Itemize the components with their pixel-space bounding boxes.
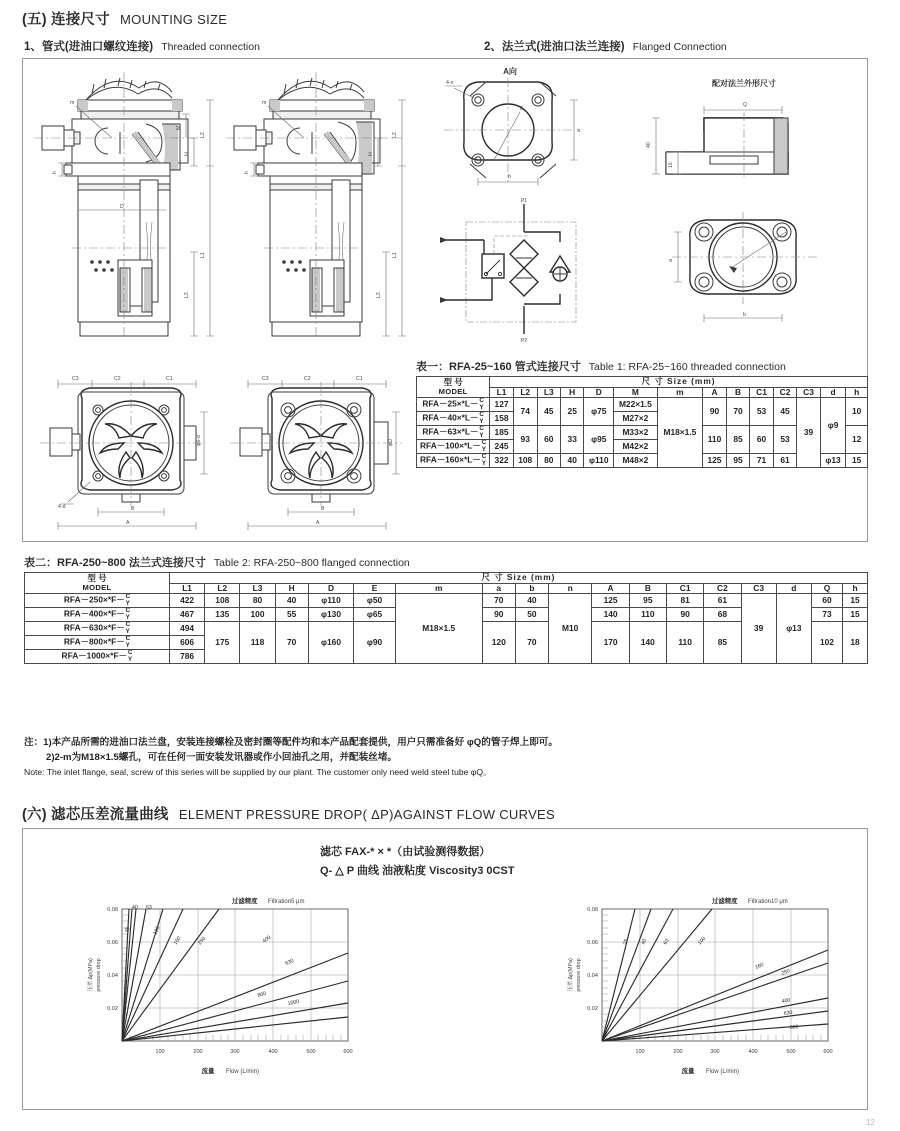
table2-caption-cn: RFA-250~800 法兰式连接尺寸 bbox=[57, 557, 206, 569]
table1-col-L1: L1 bbox=[490, 387, 514, 398]
svg-text:h: h bbox=[244, 171, 250, 174]
chart1-title-cn: 过滤精度 bbox=[232, 898, 258, 905]
table1-col-C3: C3 bbox=[797, 387, 821, 398]
chart1-label-630: 630 bbox=[284, 957, 295, 967]
top-hole-note: 4-d bbox=[58, 504, 66, 510]
section-six-number: (六) bbox=[22, 807, 47, 823]
svg-text:b: b bbox=[508, 174, 511, 180]
table1-r4-C2: 61 bbox=[773, 454, 797, 468]
chart1-label-100: 100 bbox=[152, 925, 162, 936]
table2-r0-a: 70 bbox=[482, 594, 515, 608]
chart2-label-800: 800 bbox=[789, 1024, 799, 1031]
table2-r1-C2: 68 bbox=[704, 608, 741, 622]
table2-model-header-cn: 型 号 bbox=[87, 572, 107, 583]
table1-r0-L3: 45 bbox=[537, 398, 560, 426]
mating-flange-profile bbox=[636, 74, 864, 192]
note-line-3: Note: The inlet flange, seal, screw of this series will be supplied by our plant. The customer only need weld steel tube φQ。 bbox=[24, 766, 492, 777]
table2-r0-L2: 108 bbox=[205, 594, 240, 608]
table1-r0-H: 25 bbox=[560, 398, 583, 426]
table2-col-E: E bbox=[354, 583, 395, 594]
table1-model-25: RFA－25×*L－C Y bbox=[417, 398, 490, 412]
chart2-label-63: 63 bbox=[662, 937, 671, 947]
table2-r4-L1: 786 bbox=[169, 650, 204, 664]
note-line-1: 注：1)本产品所需的进油口法兰盘，安装连接螺栓及密封圈等配件均和本产品配套提供，用户只需准备好 φQ的管子焊上即可。 bbox=[24, 737, 558, 748]
table2-r3-L1: 606 bbox=[169, 636, 204, 650]
table1-col-m: m bbox=[657, 387, 703, 398]
table1-r2-D: φ95 bbox=[584, 426, 614, 454]
svg-text:A: A bbox=[316, 520, 320, 526]
table2-r0-A: 125 bbox=[592, 594, 629, 608]
chart1-label-160: 160 bbox=[172, 935, 183, 947]
table1-r4-B: 95 bbox=[726, 454, 749, 468]
table2-col-C1: C1 bbox=[666, 583, 703, 594]
table2-col-m: m bbox=[395, 583, 482, 594]
table2-r1-b: 50 bbox=[515, 608, 548, 622]
table1-r0-L2: 74 bbox=[513, 398, 537, 426]
svg-text:m: m bbox=[70, 100, 75, 106]
table1-r0-m: M18×1.5 bbox=[657, 398, 703, 468]
subsection-threaded-en: Threaded connection bbox=[161, 41, 260, 53]
svg-text:a: a bbox=[576, 129, 582, 132]
svg-text:a: a bbox=[668, 259, 674, 262]
table2-col-n: n bbox=[548, 583, 591, 594]
table2-r0-D: φ110 bbox=[308, 594, 354, 608]
chart1-label-40: 40 bbox=[132, 905, 138, 911]
table-flanged-dimensions bbox=[24, 572, 868, 664]
chart1-xlabel-cn: 流量 bbox=[201, 1068, 215, 1075]
svg-text:B: B bbox=[131, 506, 135, 512]
curve-header-line2: Q- △ P 曲线 油液粘度 Viscosity3 0CST bbox=[320, 864, 515, 877]
table1-r4-L3: 80 bbox=[537, 454, 560, 468]
table1-model-100: RFA－100×*L－C Y bbox=[417, 440, 490, 454]
flange-hole-note: 4-n bbox=[446, 80, 454, 86]
svg-text:h: h bbox=[52, 171, 58, 174]
svg-text:H: H bbox=[184, 152, 190, 156]
chart2-xlabel-en: Flow (L/min) bbox=[706, 1069, 740, 1075]
note-line-2: 2)2-m为M18×1.5螺孔，可在任何一面安装发讯器或作小回油孔之用，并配装丝堵。 bbox=[46, 751, 398, 763]
chart2-ytick-004: 0.04 bbox=[587, 973, 598, 979]
mating-q-label: Q bbox=[743, 102, 748, 108]
table2-r1-B: 110 bbox=[629, 608, 666, 622]
svg-text:φD: φD bbox=[388, 438, 394, 446]
table1-header-row-1 bbox=[417, 377, 868, 388]
table1-col-d: d bbox=[820, 387, 846, 398]
section-six-title-en: ELEMENT PRESSURE DROP( ΔP)AGAINST FLOW CURVES bbox=[178, 807, 555, 822]
table2-r0-C3: 39 bbox=[741, 594, 776, 664]
notes-block bbox=[24, 736, 880, 779]
table2-r3-Q: 102 bbox=[811, 622, 842, 664]
chart1-xtick-600: 600 bbox=[343, 1049, 353, 1055]
hydraulic-schematic bbox=[424, 196, 610, 342]
subsection-flanged-cn: 2、法兰式(进油口法兰连接) bbox=[484, 41, 625, 53]
table1-r3-M: M42×2 bbox=[614, 440, 658, 454]
chart2-label-630: 630 bbox=[783, 1009, 793, 1017]
table2-size-header: 尺 寸 Size (mm) bbox=[169, 573, 867, 584]
table2-r0-L1: 422 bbox=[169, 594, 204, 608]
table1-r0-D: φ75 bbox=[584, 398, 614, 426]
chart1-label-800: 800 bbox=[256, 990, 267, 999]
table2-col-Q: Q bbox=[811, 583, 842, 594]
table1-caption-cn: RFA-25~160 管式连接尺寸 bbox=[449, 361, 581, 373]
table1-model-63: RFA－63×*L－C Y bbox=[417, 426, 490, 440]
chart-filtration-10um bbox=[560, 893, 870, 1088]
table1-r4-h: 15 bbox=[846, 454, 868, 468]
table1-model-40: RFA－40×*L－C Y bbox=[417, 412, 490, 426]
svg-text:C2: C2 bbox=[304, 376, 311, 382]
table2-r3-L3: 118 bbox=[240, 622, 275, 664]
table2-r1-C1: 90 bbox=[666, 608, 703, 622]
table1-r2-C1: 60 bbox=[750, 426, 774, 454]
table1-r4-d: φ13 bbox=[820, 454, 846, 468]
chart2-xlabel-cn: 流量 bbox=[681, 1068, 695, 1075]
table1-col-M: M bbox=[614, 387, 658, 398]
table-threaded-dimensions bbox=[416, 376, 868, 468]
table1-col-L3: L3 bbox=[537, 387, 560, 398]
subsection-flanged bbox=[484, 38, 727, 54]
table2-r0-d: φ13 bbox=[776, 594, 811, 664]
table2-r0-C2: 61 bbox=[704, 594, 741, 608]
subsection-threaded-cn: 1、管式(进油口螺纹连接) bbox=[24, 41, 154, 53]
subsection-flanged-en: Flanged Connection bbox=[632, 41, 727, 53]
table1-caption-en: Table 1: RFA-25~160 threaded connection bbox=[588, 361, 786, 373]
table1-col-B: B bbox=[726, 387, 749, 398]
table2-model-400: RFA－400×*F－C Y bbox=[25, 608, 170, 622]
svg-text:b: b bbox=[743, 312, 746, 318]
svg-text:L1: L1 bbox=[392, 252, 398, 258]
chart-filtration-5um bbox=[80, 893, 390, 1088]
table2-r1-L3: 100 bbox=[240, 608, 275, 622]
section-five-title-cn: 连接尺寸 bbox=[51, 12, 110, 28]
chart1-ylabel-cn: 压差 Δp(MPa) bbox=[88, 958, 94, 992]
table2-r0-B: 95 bbox=[629, 594, 666, 608]
table2-r1-L2: 135 bbox=[205, 608, 240, 622]
table2-r1-H: 55 bbox=[275, 608, 308, 622]
chart1-label-1000: 1000 bbox=[287, 998, 300, 1007]
table1-caption-prefix: 表一： bbox=[416, 361, 449, 373]
svg-text:C2: C2 bbox=[114, 376, 121, 382]
port-p1-label: P1 bbox=[520, 198, 528, 204]
table2-model-630: RFA－630×*F－C Y bbox=[25, 622, 170, 636]
chart1-title-en: Filtration5 μm bbox=[268, 899, 305, 905]
chart1-xtick-500: 500 bbox=[306, 1049, 316, 1055]
table1-caption bbox=[416, 358, 786, 374]
svg-text:C1: C1 bbox=[356, 376, 363, 382]
split-flange-view bbox=[636, 194, 864, 340]
table1-col-L2: L2 bbox=[513, 387, 537, 398]
page-number: 12 bbox=[866, 1118, 875, 1127]
table2-col-A: A bbox=[592, 583, 629, 594]
chart1-label-250: 250 bbox=[196, 935, 208, 947]
flange-top-view bbox=[424, 64, 610, 192]
table2-r2-L1: 494 bbox=[169, 622, 204, 636]
table2-r1-A: 140 bbox=[592, 608, 629, 622]
table2-r1-E: φ65 bbox=[354, 608, 395, 622]
table2-caption bbox=[24, 554, 410, 570]
section-five-title bbox=[22, 8, 227, 29]
chart2-title-cn: 过滤精度 bbox=[712, 898, 738, 905]
chart1-xtick-400: 400 bbox=[268, 1049, 278, 1055]
table1-col-h: h bbox=[846, 387, 868, 398]
chart1-ylabel-en: pressure drop bbox=[96, 958, 102, 992]
table1-col-A: A bbox=[703, 387, 727, 398]
table1-model-160: RFA－160×*L－C Y bbox=[417, 454, 490, 468]
table2-r0-Q: 60 bbox=[811, 594, 842, 608]
svg-text:L2: L2 bbox=[392, 132, 398, 138]
chart1-xlabel-en: Flow (L/min) bbox=[226, 1069, 260, 1075]
table2-caption-en: Table 2: RFA-250~800 flanged connection bbox=[213, 557, 410, 569]
chart2-xtick-400: 400 bbox=[748, 1049, 758, 1055]
table1-r0-M: M22×1.5 bbox=[614, 398, 658, 412]
chart2-ytick-002: 0.02 bbox=[587, 1006, 598, 1012]
section-six-title bbox=[22, 803, 555, 824]
table1-r1-L1: 158 bbox=[490, 412, 514, 426]
chart2-ylabel-en: pressure drop bbox=[576, 958, 582, 992]
svg-text:m: m bbox=[262, 100, 267, 106]
svg-text:M: M bbox=[176, 125, 182, 130]
table2-r0-H: 40 bbox=[275, 594, 308, 608]
table2-col-H: H bbox=[275, 583, 308, 594]
table1-col-C2: C2 bbox=[773, 387, 797, 398]
chart2-ylabel-cn: 压差 Δp(MPa) bbox=[568, 958, 574, 992]
table2-r3-C2: 85 bbox=[704, 622, 741, 664]
table2-r0-n: M10 bbox=[548, 594, 591, 664]
chart2-label-160: 160 bbox=[754, 961, 765, 971]
table2-r3-D: φ160 bbox=[308, 622, 354, 664]
svg-text:D: D bbox=[120, 204, 124, 210]
table2-model-header bbox=[25, 573, 170, 594]
table2-r0-h: 15 bbox=[843, 594, 868, 608]
chart2-label-40: 40 bbox=[640, 938, 649, 946]
table2-col-L3: L3 bbox=[240, 583, 275, 594]
curve-header bbox=[320, 843, 515, 880]
table1-r0-A: 90 bbox=[703, 398, 727, 426]
chart1-ytick-002: 0.02 bbox=[107, 1006, 118, 1012]
table1-r4-L1: 322 bbox=[490, 454, 514, 468]
table2-col-D: D bbox=[308, 583, 354, 594]
chart2-label-100: 100 bbox=[696, 935, 708, 947]
chart2-xtick-300: 300 bbox=[710, 1049, 720, 1055]
table2-col-d: d bbox=[776, 583, 811, 594]
svg-text:C1: C1 bbox=[166, 376, 173, 382]
table1-r3-L1: 245 bbox=[490, 440, 514, 454]
chart1-xtick-100: 100 bbox=[155, 1049, 165, 1055]
svg-text:L1: L1 bbox=[200, 252, 206, 258]
table2-header-row-1 bbox=[25, 573, 868, 584]
table2-r1-h: 15 bbox=[843, 608, 868, 622]
svg-text:H: H bbox=[368, 152, 374, 156]
section-six-title-cn: 滤芯压差流量曲线 bbox=[51, 807, 169, 823]
svg-text:L3: L3 bbox=[376, 292, 382, 298]
table1-r0-B: 70 bbox=[726, 398, 749, 426]
svg-text:A: A bbox=[126, 520, 130, 526]
section-five-title-en: MOUNTING SIZE bbox=[120, 12, 228, 27]
chart2-xtick-500: 500 bbox=[786, 1049, 796, 1055]
table1-r4-H: 40 bbox=[560, 454, 583, 468]
chart2-xtick-200: 200 bbox=[673, 1049, 683, 1055]
mating-flange-caption: 配对法兰外形尺寸 bbox=[712, 79, 776, 88]
table1-r2-A: 110 bbox=[703, 426, 727, 454]
table2-r0-b: 40 bbox=[515, 594, 548, 608]
table1-r0-C2: 45 bbox=[773, 398, 797, 426]
table1-col-D: D bbox=[584, 387, 614, 398]
svg-text:C3: C3 bbox=[262, 376, 269, 382]
table2-col-a: a bbox=[482, 583, 515, 594]
svg-text:φ6-d: φ6-d bbox=[196, 435, 202, 446]
table2-r3-b: 70 bbox=[515, 622, 548, 664]
table1-r0-d: φ9 bbox=[820, 398, 846, 454]
chart2-label-400: 400 bbox=[781, 997, 791, 1005]
chart2-ytick-006: 0.06 bbox=[587, 940, 598, 946]
table2-r3-H: 70 bbox=[275, 622, 308, 664]
table1-r0-h: 10 bbox=[846, 398, 868, 426]
table2-col-b: b bbox=[515, 583, 548, 594]
table1-r4-M: M48×2 bbox=[614, 454, 658, 468]
section-five-number: (五) bbox=[22, 12, 47, 28]
table2-col-L2: L2 bbox=[205, 583, 240, 594]
chart1-xtick-300: 300 bbox=[230, 1049, 240, 1055]
chart2-ytick-008: 0.08 bbox=[587, 907, 598, 913]
table2-r3-B: 140 bbox=[629, 622, 666, 664]
table1-r0-L1: 127 bbox=[490, 398, 514, 412]
table2-r0-C1: 81 bbox=[666, 594, 703, 608]
chart2-title-en: Filtration10 μm bbox=[748, 899, 788, 905]
table1-r2-M: M33×2 bbox=[614, 426, 658, 440]
table2-model-1000: RFA－1000×*F－C Y bbox=[25, 650, 170, 664]
table1-model-header-en: MODEL bbox=[438, 386, 468, 396]
table1-r4-L2: 108 bbox=[513, 454, 537, 468]
table2-r0-m: M18×1.5 bbox=[395, 594, 482, 664]
svg-text:L3: L3 bbox=[184, 292, 190, 298]
table1-r2-L1: 185 bbox=[490, 426, 514, 440]
chart1-label-63: 63 bbox=[146, 905, 152, 911]
svg-text:C3: C3 bbox=[72, 376, 79, 382]
top-view-drawings bbox=[34, 366, 406, 538]
table2-col-B: B bbox=[629, 583, 666, 594]
svg-text:L2: L2 bbox=[200, 132, 206, 138]
table2-r3-L2: 175 bbox=[205, 622, 240, 664]
table1-r2-B: 85 bbox=[726, 426, 749, 454]
chart1-ytick-008: 0.08 bbox=[107, 907, 118, 913]
table2-r1-Q: 73 bbox=[811, 608, 842, 622]
chart2-label-250: 250 bbox=[780, 968, 791, 977]
table2-caption-prefix: 表二： bbox=[24, 557, 57, 569]
table1-r1-M: M27×2 bbox=[614, 412, 658, 426]
table2-r3-C1: 110 bbox=[666, 622, 703, 664]
mating-h1-label: 40 bbox=[646, 142, 652, 148]
table2-col-h: h bbox=[843, 583, 868, 594]
flange-top-caption: A向 bbox=[503, 67, 517, 76]
table2-model-header-en: MODEL bbox=[82, 582, 112, 592]
chart2-xtick-600: 600 bbox=[823, 1049, 833, 1055]
table1-col-H: H bbox=[560, 387, 583, 398]
table2-col-L1: L1 bbox=[169, 583, 204, 594]
table2-r3-E: φ90 bbox=[354, 622, 395, 664]
chart2-xtick-100: 100 bbox=[635, 1049, 645, 1055]
table2-r1-D: φ130 bbox=[308, 608, 354, 622]
table1-r2-L2: 93 bbox=[513, 426, 537, 454]
table2-model-250: RFA－250×*F－C Y bbox=[25, 594, 170, 608]
svg-text:B: B bbox=[321, 506, 325, 512]
table2-r3-a: 120 bbox=[482, 622, 515, 664]
port-p2-label: P2 bbox=[520, 338, 528, 342]
chart1-xtick-200: 200 bbox=[193, 1049, 203, 1055]
table1-r2-H: 33 bbox=[560, 426, 583, 454]
table1-r2-h: 12 bbox=[846, 426, 868, 454]
table1-r2-C2: 53 bbox=[773, 426, 797, 454]
table-row bbox=[417, 398, 868, 412]
table1-r4-D: φ110 bbox=[584, 454, 614, 468]
curve-header-line1: 滤芯 FAX-* × *（由试验测得数据） bbox=[320, 846, 491, 858]
table2-col-C3: C3 bbox=[741, 583, 776, 594]
table1-r4-A: 125 bbox=[703, 454, 727, 468]
table-row bbox=[25, 594, 868, 608]
chart1-label-25: 25 bbox=[124, 926, 132, 934]
table2-r0-E: φ50 bbox=[354, 594, 395, 608]
table2-r1-L1: 467 bbox=[169, 608, 204, 622]
table1-r0-C3: 39 bbox=[797, 398, 821, 468]
table2-r3-A: 170 bbox=[592, 622, 629, 664]
table2-model-800: RFA－800×*F－C Y bbox=[25, 636, 170, 650]
table1-r0-C1: 53 bbox=[750, 398, 774, 426]
table1-size-header: 尺 寸 Size (mm) bbox=[490, 377, 868, 388]
chart1-ytick-006: 0.06 bbox=[107, 940, 118, 946]
table1-r4-C1: 71 bbox=[750, 454, 774, 468]
table2-r1-a: 90 bbox=[482, 608, 515, 622]
table2-col-C2: C2 bbox=[704, 583, 741, 594]
table1-model-header bbox=[417, 377, 490, 398]
chart2-label-25: 25 bbox=[622, 938, 630, 946]
table1-r2-L3: 60 bbox=[537, 426, 560, 454]
table2-r0-L3: 80 bbox=[240, 594, 275, 608]
subsection-threaded bbox=[24, 38, 260, 54]
svg-text:E: E bbox=[520, 106, 524, 112]
chart1-label-400: 400 bbox=[261, 934, 273, 945]
chart1-ytick-004: 0.04 bbox=[107, 973, 118, 979]
table1-col-C1: C1 bbox=[750, 387, 774, 398]
cross-section-drawings bbox=[34, 62, 406, 360]
table2-r3-h: 18 bbox=[843, 622, 868, 664]
mating-h2-label: 16 bbox=[668, 162, 674, 168]
table1-model-header-cn: 型 号 bbox=[443, 376, 463, 387]
